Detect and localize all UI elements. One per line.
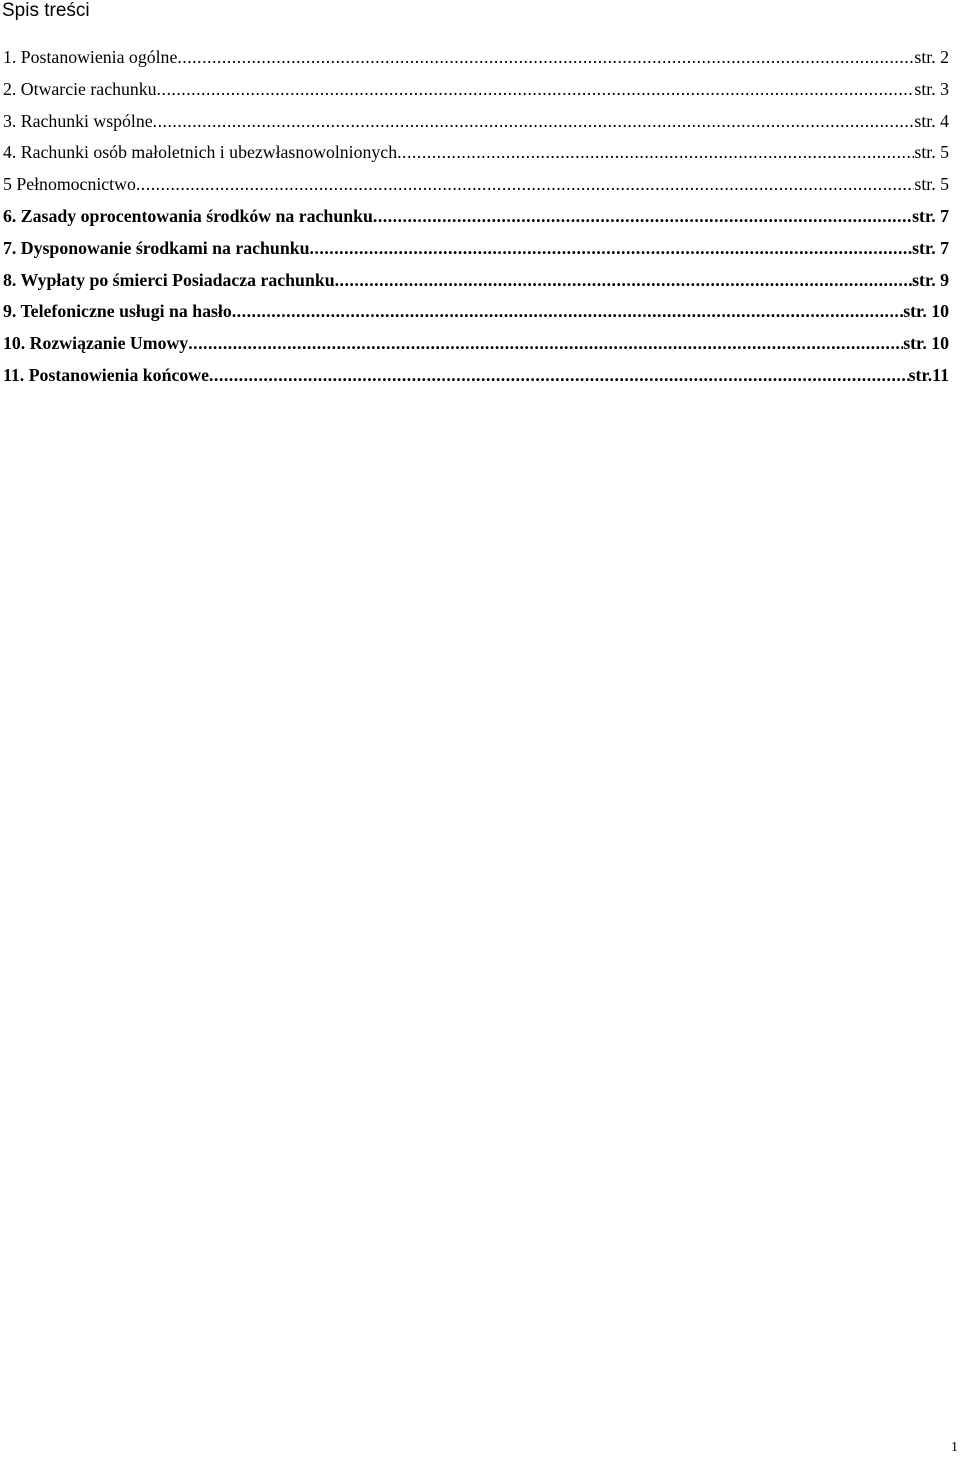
toc-entry-title: 8. Wypłaty po śmierci Posiadacza rachunku [3, 269, 335, 290]
toc-entry[interactable] [3, 237, 949, 269]
toc-entry[interactable] [3, 332, 949, 364]
toc-dot-leader [188, 332, 903, 354]
toc-dot-leader [309, 237, 912, 259]
page-number: 1 [951, 1440, 958, 1455]
toc-entry[interactable] [3, 141, 949, 173]
toc-entry[interactable] [3, 364, 949, 396]
toc-entry-title: 10. Rozwiązanie Umowy [3, 333, 189, 354]
toc-entry-title: 11. Postanowienia końcowe [3, 364, 209, 385]
toc-dot-leader [209, 364, 909, 386]
toc-entry-page: str. 5 [914, 142, 949, 163]
toc-entry-page: str. 3 [914, 78, 949, 99]
toc-entry-title: 4. Rachunki osób małoletnich i ubezwłasnowolnionych [3, 142, 398, 163]
toc-entry-title: 1. Postanowienia ogólne [3, 47, 178, 67]
toc-entry[interactable] [3, 205, 949, 237]
toc-dot-leader [232, 300, 903, 322]
toc-entry-title: 3. Rachunki wspólne [3, 110, 153, 131]
toc-entry-page: str. 2 [914, 47, 949, 67]
toc-dot-leader [373, 205, 912, 227]
toc-entry[interactable] [3, 300, 949, 332]
toc-entry-page: str. 7 [912, 205, 949, 226]
toc-dot-leader [335, 269, 913, 291]
toc-entry-page: str.11 [908, 364, 949, 385]
toc-entry-page: str. 5 [914, 174, 949, 195]
toc-dot-leader [153, 110, 915, 132]
toc-entry[interactable] [3, 269, 949, 301]
toc-entry-page: str. 10 [903, 333, 949, 354]
toc-entry[interactable] [3, 173, 949, 205]
toc-entry[interactable] [3, 46, 949, 78]
toc-entry-page: str. 7 [912, 237, 949, 258]
toc-entry[interactable] [3, 110, 949, 142]
toc-entry-title: 5 Pełnomocnictwo [3, 174, 136, 195]
table-of-contents [3, 46, 949, 396]
toc-entry-title: 2. Otwarcie rachunku [3, 78, 157, 99]
toc-dot-leader [136, 173, 915, 195]
toc-entry-title: 9. Telefoniczne usługi na hasło [3, 301, 232, 322]
toc-entry-page: str. 10 [903, 301, 949, 322]
toc-entry-page: str. 4 [914, 110, 949, 131]
toc-entry-title: 7. Dysponowanie środkami na rachunku [3, 237, 310, 258]
toc-entry-title: 6. Zasady oprocentowania środków na rachunku [3, 205, 373, 226]
toc-entry-page: str. 9 [912, 269, 949, 290]
toc-dot-leader [397, 141, 914, 163]
toc-entry[interactable] [3, 78, 949, 110]
toc-dot-leader [157, 78, 915, 100]
toc-dot-leader [177, 46, 914, 68]
toc-heading: Spis treści [2, 0, 90, 21]
